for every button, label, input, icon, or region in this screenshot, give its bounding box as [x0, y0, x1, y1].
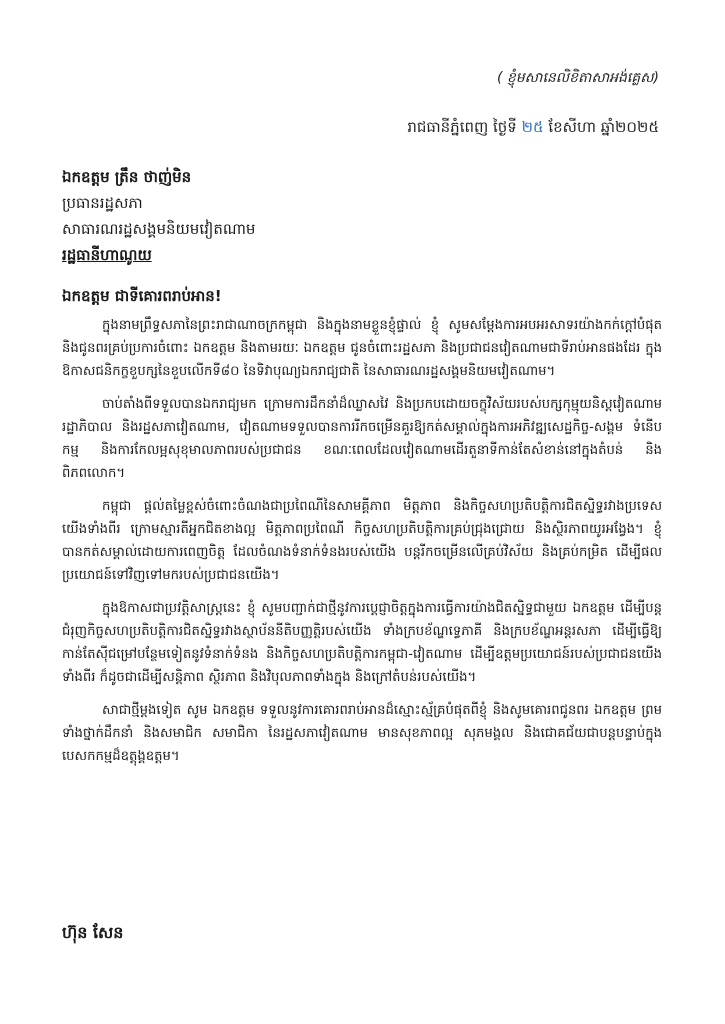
recipient-title: ប្រធានរដ្ឋសភា	[62, 194, 143, 212]
signature-name: ហ៊ុន សែន	[62, 923, 124, 942]
salutation: ឯកឧត្តម ជាទីគោរពរាប់អាន!	[62, 287, 222, 305]
date-suffix: ខែសីហា ឆ្នាំ២០២៥	[548, 118, 659, 136]
paragraph: កម្ពុជា ផ្តល់តម្លៃខ្ពស់ចំពោះចំណងជាប្រពៃណីនៃសាមគ្គីភាព មិត្តភាព និងកិច្ចសហប្រតិបត្តិការជិតស្និទ្ធរវាងប្រទេសយើងទាំងពីរ ក្រោមស្មារតីអ្នកជិតខាងល្អ មិត្តភាពប្រពៃណី កិច្ចសហប្រតិបត្តិការគ្រប់ជ្រុងជ្រោយ និងស្ថិរភាពយូរអង្វែង។ ខ្ញុំ បានកត់សម្គាល់ដោយការពេញចិត្ត ដែលចំណងទំនាក់ទំនងរបស់យើង បន្តរីកចម្រើនលើគ្រប់វិស័យ និងគ្រប់កម្រិត ដើម្បីផលប្រយោជន៍ទៅវិញទៅមករបស់ប្រជាជនយើង។	[62, 499, 662, 583]
recipient-city: រដ្ឋធានីហាណូយ	[62, 246, 152, 264]
letter-date	[407, 118, 659, 140]
date-prefix: រាជធានីភ្នំពេញ ថ្ងៃទី	[407, 118, 517, 136]
recipient-block	[62, 164, 255, 268]
paragraph: សាជាថ្មីម្តងទៀត សូម ឯកឧត្តម ទទួលនូវការគោរពរាប់អានដ៏ស្មោះស្ម័គ្របំផុតពីខ្ញុំ និងសូមគោរពជូនពរ ឯកឧត្តម ព្រមទាំងថ្នាក់ដឹកនាំ និងសមាជិក សមាជិកា នៃរដ្ឋសភាវៀតណាម មានសុខភាពល្អ សុភមង្គល និងជោគជ័យជាបន្តបន្ទាប់ក្នុងបេសកកម្មដ៏ឧត្តុង្គឧត្តម។	[62, 703, 662, 764]
paragraph: ក្នុងឱកាសជាប្រវត្តិសាស្ត្រនេះ ខ្ញុំ សូមបញ្ជាក់ជាថ្មីនូវការប្តេជ្ញាចិត្តក្នុងការធ្វើការយ៉ាងជិតស្និទ្ធជាមួយ ឯកឧត្តម ដើម្បីបន្តជំរុញកិច្ចសហប្រតិបត្តិការជិតស្និទ្ធរវាងស្ថាប័ននីតិបញ្ញត្តិរបស់យើង ទាំងក្របខ័ណ្ឌទ្វេភាគី និងក្របខ័ណ្ឌអន្តរសភា ដើម្បីធ្វើឱ្យកាន់តែស៊ីជម្រៅបន្ថែមទៀតនូវទំនាក់ទំនង និងកិច្ចសហប្រតិបត្តិការកម្ពុជា-វៀតណាម ដើម្បីឧត្តមប្រយោជន៍របស់ប្រជាជនយើងទាំងពីរ ក៏ដូចជាដើម្បីសន្តិភាព ស្ថិរភាព និងវិបុលភាពទាំងក្នុង និងក្រៅតំបន់របស់យើង។	[62, 601, 662, 685]
paragraph: ក្នុងនាមព្រឹទ្ធសភានៃព្រះរាជាណាចក្រកម្ពុជា និងក្នុងនាមខ្លួនខ្ញុំផ្ទាល់ ខ្ញុំ សូមសម្តែងការអបអរសាទរយ៉ាងកក់ក្តៅបំផុត និងជូនពរគ្រប់ប្រការចំពោះ ឯកឧត្តម និងតាមរយៈ ឯកឧត្តម ជូនចំពោះរដ្ឋសភា និងប្រជាជនវៀតណាមជាទីរាប់អានផងដែរ ក្នុងឱកាសជនិកក្ខខួបក្សនៃខួបលើកទី៨០ នៃទិវាបុណ្យឯករាជ្យជាតិ នៃសាធារណរដ្ឋសង្គមនិយមវៀតណាម។	[62, 318, 662, 379]
letter-body	[62, 314, 662, 778]
header-note: ( ខ្ញុំមសានេលិខិតាសាអង់គ្លេស)	[496, 70, 659, 86]
date-day: ២៥	[521, 118, 544, 136]
recipient-country: សាធារណរដ្ឋសង្គមនិយមវៀតណាម	[62, 220, 256, 238]
paragraph: ចាប់តាំងពីទទួលបានឯករាជ្យមក ក្រោមការដឹកនាំដ៏ឈ្លាសវៃ និងប្រកបដោយចក្ខុវិស័យរបស់បក្សកុម្មុយនិស្តវៀតណាម រដ្ឋាភិបាល និងរដ្ឋសភាវៀតណាម, វៀតណាមទទួលបានការរីកចម្រើនគួរឱ្យកត់សម្គាល់ក្នុងការអភិវឌ្ឍសេដ្ឋកិច្ច-សង្គម ទំនើបកម្ម និងការកែលម្អសុខុមាលភាពរបស់ប្រជាជន ខណៈពេលដែលវៀតណាមដើរតួនាទីកាន់តែសំខាន់នៅក្នុងតំបន់ និងពិភពលោក។	[62, 397, 662, 481]
recipient-name: ឯកឧត្តម ត្រឹន ថាញ់មិន	[62, 168, 192, 186]
